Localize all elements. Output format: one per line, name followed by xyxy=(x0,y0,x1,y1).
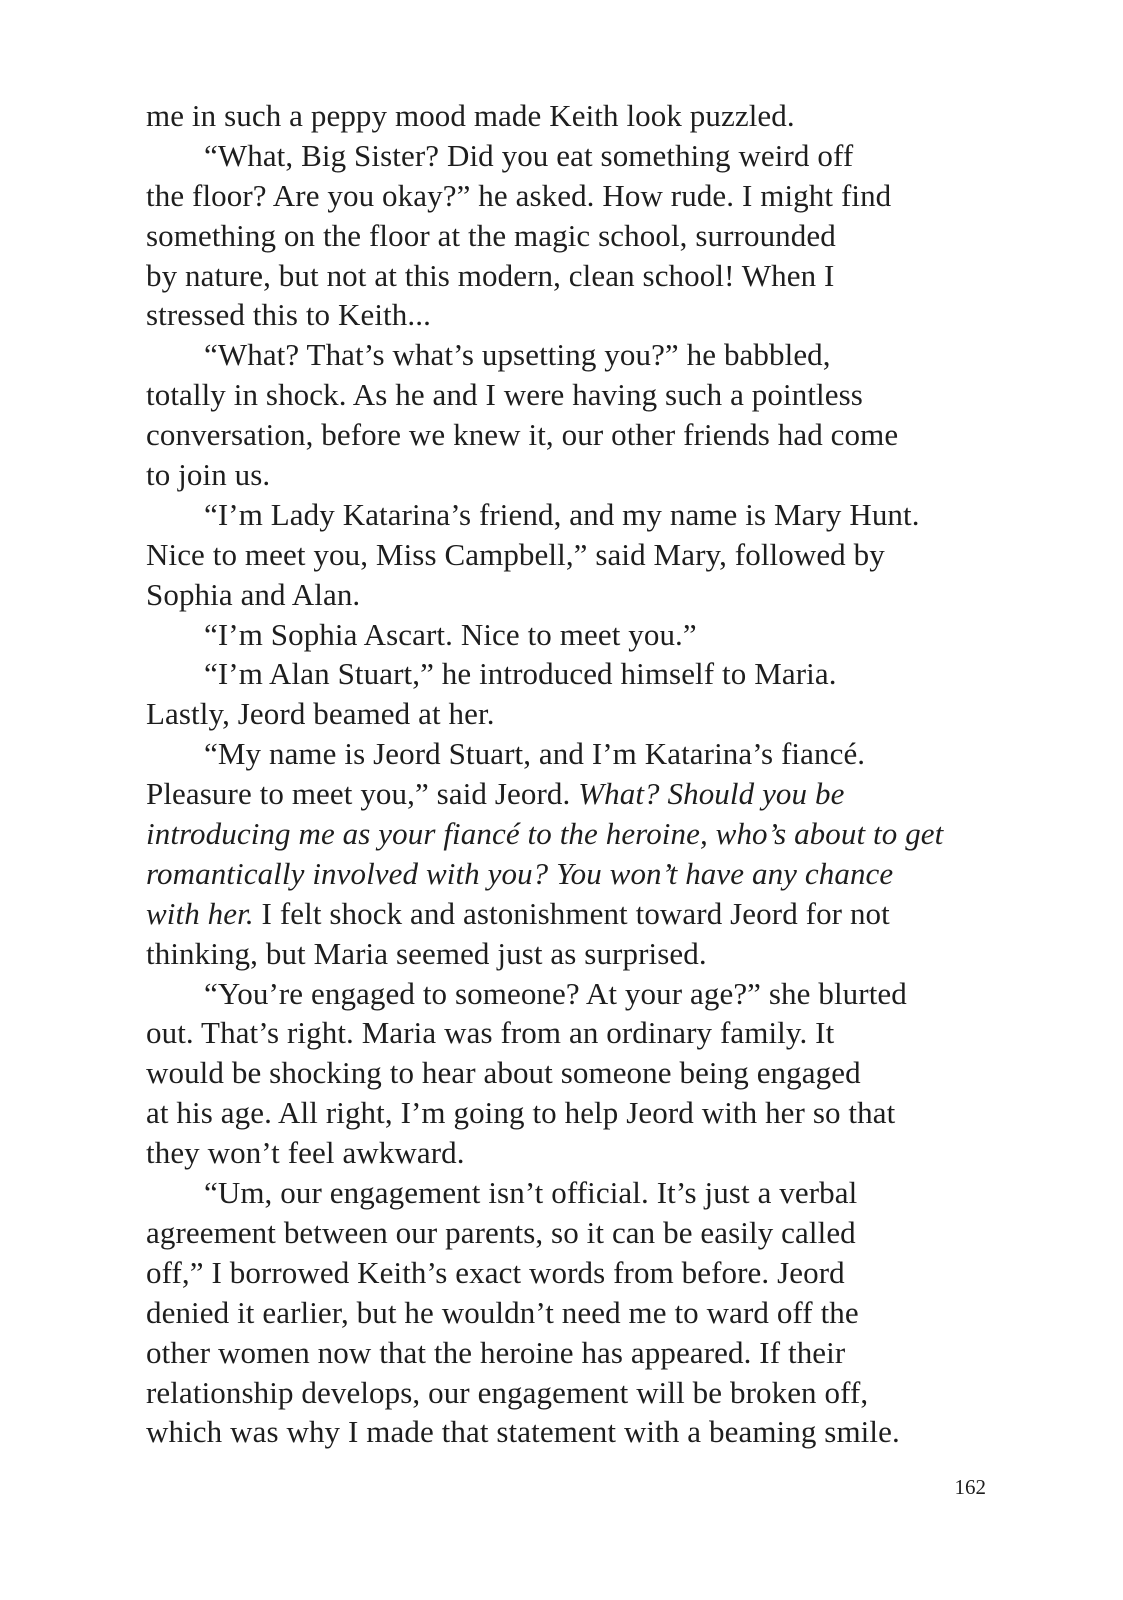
text-line: off,” I borrowed Keith’s exact words from before. Jeord xyxy=(146,1254,845,1290)
text-line: the floor? Are you okay?” he asked. How rude. I might find xyxy=(146,177,892,213)
text-line: thinking, but Maria seemed just as surprised. xyxy=(146,935,707,971)
text-line: which was why I made that statement with a beaming smile. xyxy=(146,1414,900,1450)
text-line: “I’m Sophia Ascart. Nice to meet you.” xyxy=(204,616,697,652)
text-line: me in such a peppy mood made Keith look puzzled. xyxy=(146,98,795,133)
text-line xyxy=(146,774,943,814)
text-line: “What? That’s what’s upsetting you?” he babbled, xyxy=(204,337,831,373)
text-line xyxy=(146,894,943,934)
text-line: relationship develops, our engagement will be broken off, xyxy=(146,1374,869,1410)
text-run: I felt shock and astonishment toward Jeord for not xyxy=(253,895,890,931)
text-line: denied it earlier, but he wouldn’t need me to ward off the xyxy=(146,1294,859,1330)
text-line: other women now that the heroine has appeared. If their xyxy=(146,1334,846,1370)
text-line: “You’re engaged to someone? At your age?” she blurted xyxy=(204,975,907,1011)
text-run: Pleasure to meet you,” said Jeord. xyxy=(146,776,579,812)
text-line: totally in shock. As he and I were having such a pointless xyxy=(146,377,863,413)
text-line: out. That’s right. Maria was from an ordinary family. It xyxy=(146,1015,835,1051)
text-line: they won’t feel awkward. xyxy=(146,1135,465,1171)
italic-thought-text: romantically involved with you? You won’t have any chance xyxy=(146,855,894,891)
text-line: Sophia and Alan. xyxy=(146,576,361,612)
text-line: “Um, our engagement isn’t official. It’s just a verbal xyxy=(204,1175,858,1211)
italic-thought-text: introducing me as your fiancé to the heroine, who’s about to get xyxy=(146,816,944,852)
body-text xyxy=(146,96,943,1452)
text-line: conversation, before we knew it, our other friends had come xyxy=(146,417,899,453)
text-line: by nature, but not at this modern, clean school! When I xyxy=(146,257,835,293)
italic-thought-text: with her. xyxy=(146,895,254,931)
italic-thought-text: What? Should you be xyxy=(578,776,845,812)
text-line: stressed this to Keith... xyxy=(146,297,431,333)
text-line: something on the floor at the magic school, surrounded xyxy=(146,217,836,253)
page-number: 162 xyxy=(954,1475,986,1499)
text-line: Nice to meet you, Miss Campbell,” said Mary, followed by xyxy=(146,536,885,572)
text-line: “I’m Alan Stuart,” he introduced himself to Maria. xyxy=(204,656,837,692)
text-line: at his age. All right, I’m going to help Jeord with her so that xyxy=(146,1095,896,1131)
text-line: “My name is Jeord Stuart, and I’m Katarina’s fiancé. xyxy=(204,736,866,772)
text-line: “I’m Lady Katarina’s friend, and my name is Mary Hunt. xyxy=(204,496,920,532)
text-line: “What, Big Sister? Did you eat something weird off xyxy=(204,137,854,173)
text-line: Lastly, Jeord beamed at her. xyxy=(146,696,495,732)
text-line: would be shocking to hear about someone being engaged xyxy=(146,1055,861,1091)
text-line: agreement between our parents, so it can be easily called xyxy=(146,1214,856,1250)
text-line: to join us. xyxy=(146,457,271,493)
